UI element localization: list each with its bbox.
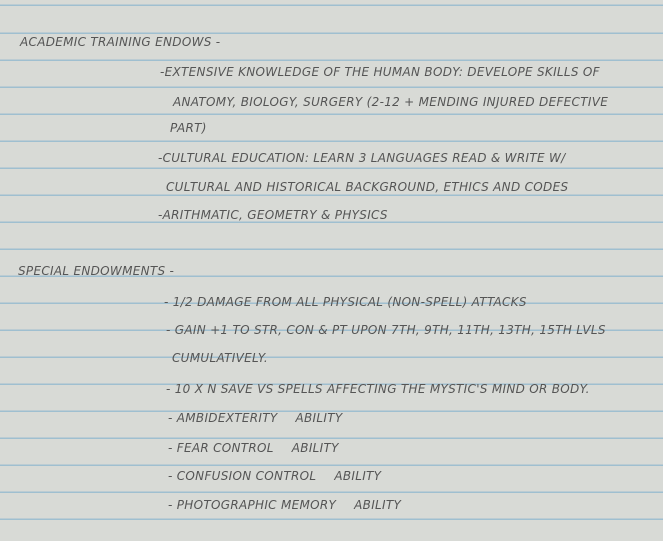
academic-line: -CULTURAL EDUCATION: LEARN 3 LANGUAGES READ & WRITE W/ [158, 151, 566, 165]
ability-name: - CONFUSION CONTROL [168, 469, 317, 483]
ability-tag: ABILITY [295, 411, 343, 425]
academic-line: CULTURAL AND HISTORICAL BACKGROUND, ETHICS AND CODES [166, 180, 569, 194]
special-heading: SPECIAL ENDOWMENTS - [18, 264, 175, 278]
special-line: CUMULATIVELY. [172, 351, 269, 365]
academic-heading: ACADEMIC TRAINING ENDOWS - [20, 35, 221, 49]
ability-item [168, 468, 381, 484]
ability-tag: ABILITY [334, 469, 382, 483]
ability-name: - FEAR CONTROL [168, 441, 274, 455]
academic-line: PART) [170, 121, 207, 135]
ability-name: - PHOTOGRAPHIC MEMORY [168, 498, 337, 512]
ability-name: - AMBIDEXTERITY [168, 411, 278, 425]
academic-line: -ARITHMATIC, GEOMETRY & PHYSICS [158, 208, 388, 222]
academic-line: -EXTENSIVE KNOWLEDGE OF THE HUMAN BODY: DEVELOPE SKILLS OF [160, 65, 600, 79]
ability-item [168, 497, 401, 513]
ability-item [168, 440, 339, 456]
special-line: - GAIN +1 TO STR, CON & PT UPON 7TH, 9TH, 11TH, 13TH, 15TH LVLS [166, 323, 606, 337]
ability-item [168, 410, 342, 426]
ability-tag: ABILITY [354, 498, 402, 512]
special-line: - 1/2 DAMAGE FROM ALL PHYSICAL (NON-SPELL) ATTACKS [164, 295, 527, 309]
ability-tag: ABILITY [291, 441, 339, 455]
academic-line: ANATOMY, BIOLOGY, SURGERY (2-12 + MENDING INJURED DEFECTIVE [173, 95, 609, 109]
special-line: - 10 X N SAVE VS SPELLS AFFECTING THE MYSTIC'S MIND OR BODY. [166, 382, 590, 396]
